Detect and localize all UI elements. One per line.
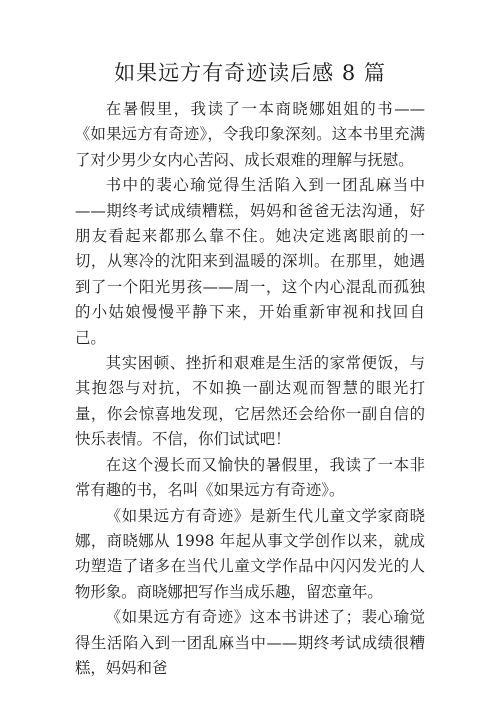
paragraph: 其实困顿、挫折和艰难是生活的家常便饭，与其抱怨与对抗，不如换一副达观而智慧的眼光打量，你会惊喜地发现，它居然还会给你一副自信的快乐表情。不信，你们试试吧！ (75, 354, 425, 449)
document-body (75, 97, 425, 681)
paragraph: 在暑假里，我读了一本商晓娜姐姐的书——《如果远方有奇迹》，令我印象深刻。这本书里充满了对少男少女内心苦闷、成长艰难的理解与抚慰。 (75, 100, 425, 169)
document-title: 如果远方有奇迹读后感 8 篇 (114, 61, 386, 85)
paragraph: 《如果远方有奇迹》是新生代儿童文学家商晓娜，商晓娜从 1998 年起从事文学创作以来，就成功塑造了诸多在当代儿童文学作品中闪闪发光的人物形象。商晓娜把写作当成乐趣，留恋童年。 (75, 506, 425, 601)
paragraph: 《如果远方有奇迹》这本书讲述了；裴心瑜觉得生活陷入到一团乱麻当中——期终考试成绩很糟糕，妈妈和爸 (75, 608, 425, 677)
paragraph: 书中的裴心瑜觉得生活陷入到一团乱麻当中——期终考试成绩糟糕，妈妈和爸爸无法沟通，好朋友看起来都那么靠不住。她决定逃离眼前的一切，从寒冷的沈阳来到温暖的深圳。在那里，她遇到了一个阳光男孩——周一，这个内心混乱而孤独的小姑娘慢慢平静下来，开始重新审视和找回自己。 (75, 176, 425, 347)
paragraph: 在这个漫长而又愉快的暑假里，我读了一本非常有趣的书，名叫《如果远方有奇迹》。 (75, 455, 425, 500)
